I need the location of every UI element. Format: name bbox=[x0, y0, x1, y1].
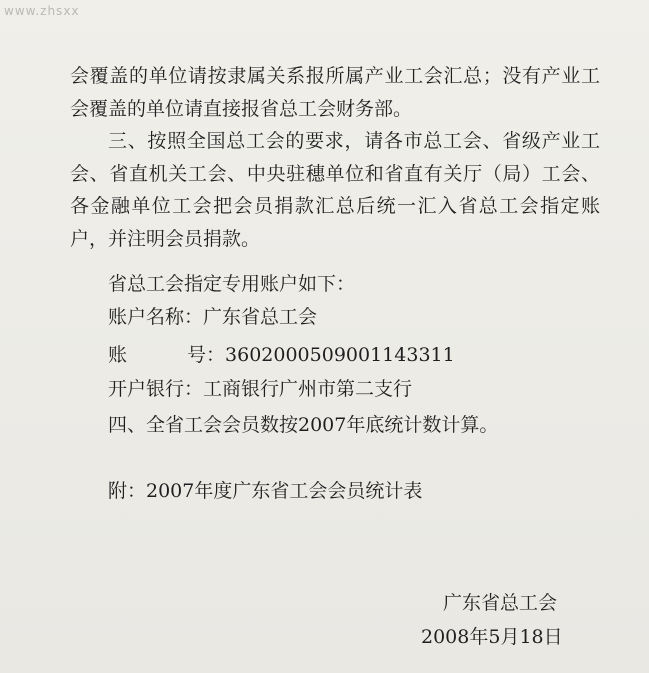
account-number-label-a: 账 bbox=[108, 344, 128, 366]
document-body bbox=[70, 60, 600, 255]
account-number-value: 36020005090011433​11 bbox=[225, 344, 455, 366]
signature-date: 2008年5月18日 bbox=[421, 626, 563, 648]
paragraph-continuation: 会覆盖的单位请按隶属关系报所属产业工会汇总；没有产业工会覆盖的单位请直接报省总工会财务部。 bbox=[70, 65, 600, 120]
item-4: 四、全省工会会员数按2007年底统计数计算。 bbox=[108, 414, 499, 436]
account-name-label: 账户名称： bbox=[108, 306, 204, 328]
bank-label: 开户银行： bbox=[108, 378, 204, 400]
signature-org: 广东省总工会 bbox=[443, 592, 558, 614]
bank-row bbox=[108, 374, 412, 401]
account-number-label-b: 号： bbox=[187, 344, 226, 366]
account-intro: 省总工会指定专用账户如下： bbox=[108, 273, 356, 295]
account-number-row bbox=[108, 340, 455, 367]
bank-value: 工商银行广州市第二支行 bbox=[203, 378, 413, 400]
account-name-value: 广东省总工会 bbox=[203, 306, 318, 328]
paragraph-item-3: 三、按照全国总工会的要求，请各市总工会、省级产业工会、省直机关工会、中央驻穗单位和省直有关厅（局）工会、各金融单位工会把会员捐款汇总后统一汇入省总工会指定账户，并注明会员捐款。 bbox=[70, 130, 600, 250]
attachment-line: 附：2007年度广东省工会会员统计表 bbox=[108, 480, 423, 502]
account-name-row bbox=[108, 302, 317, 329]
watermark: www.zhsxx bbox=[4, 4, 80, 18]
